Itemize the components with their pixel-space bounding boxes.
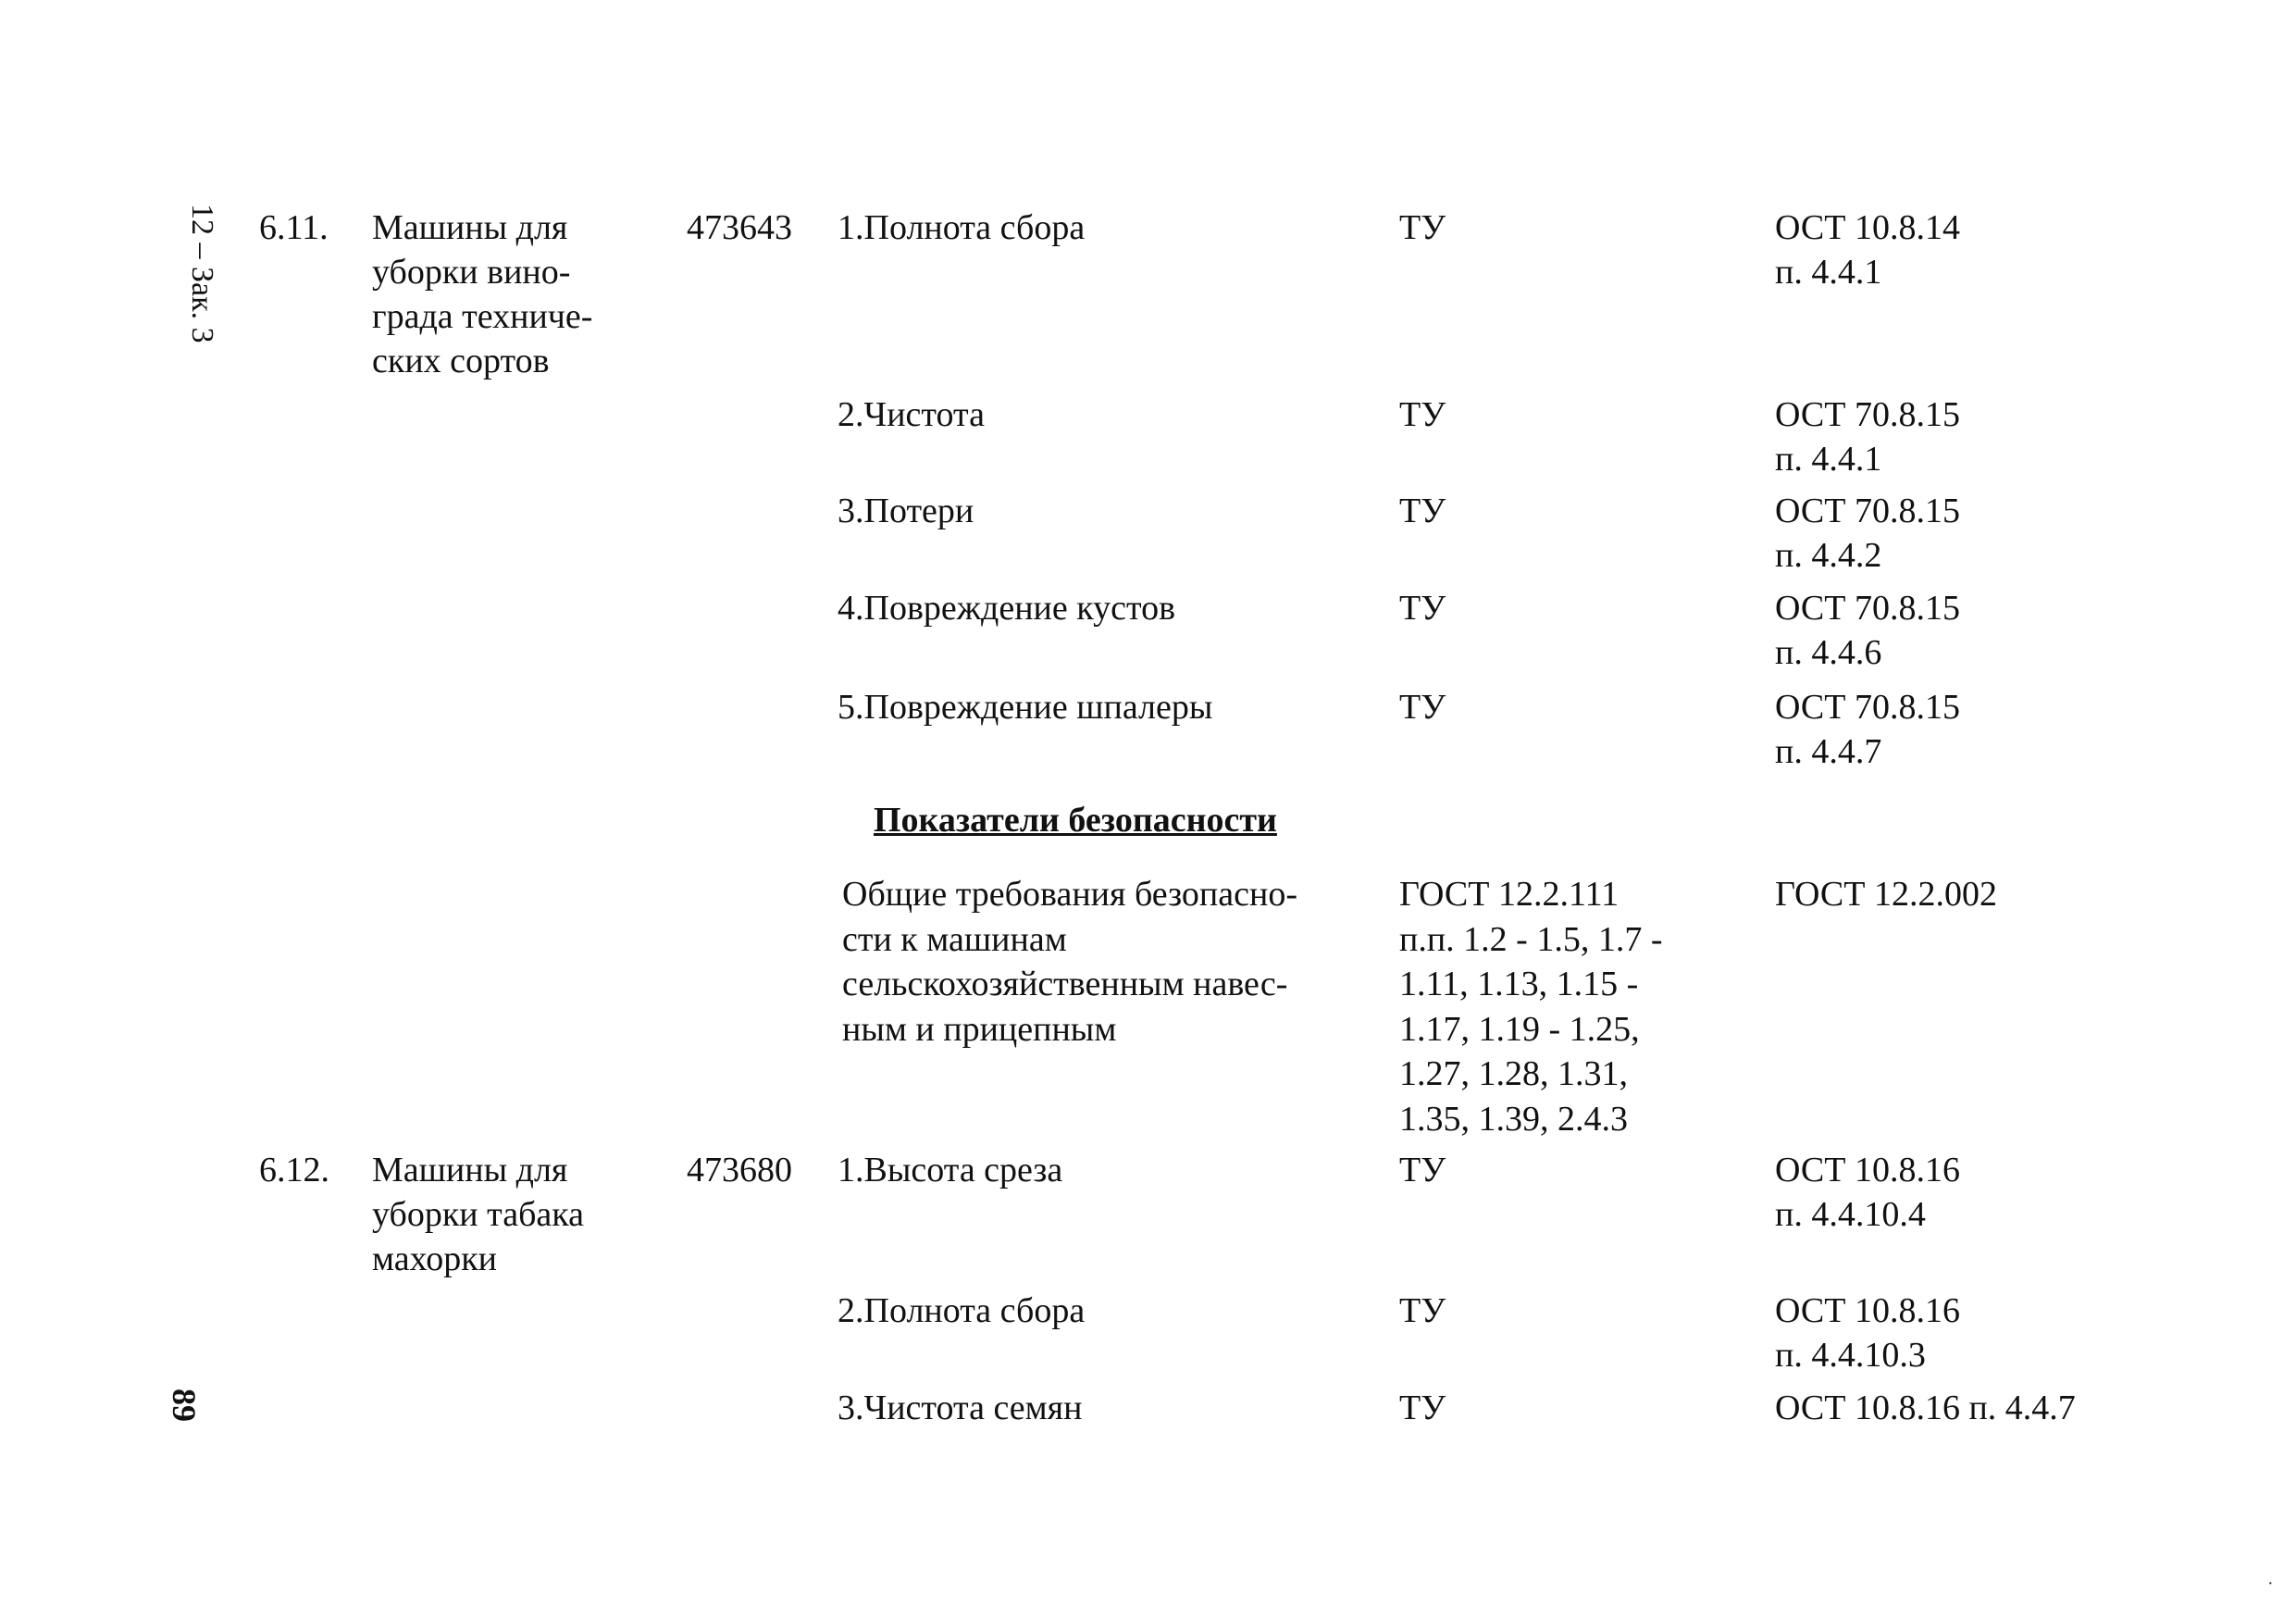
test-method: ОСТ 10.8.14 п. 4.4.1 <box>1775 208 1960 292</box>
norm: ТУ <box>1399 208 1446 247</box>
indicator: 2.Чистота <box>838 395 985 434</box>
indicator: 1.Полнота сбора <box>838 208 1086 247</box>
norm: ТУ <box>1399 1291 1446 1330</box>
safety-method: ГОСТ 12.2.002 <box>1775 875 1997 914</box>
norm: ТУ <box>1399 589 1446 628</box>
machine-name: Машины для уборки табака махорки <box>372 1151 585 1278</box>
test-method: ОСТ 10.8.16 п. 4.4.10.4 <box>1775 1151 1960 1234</box>
indicator: 1.Высота среза <box>838 1151 1063 1189</box>
section-heading: Показатели безопасности <box>874 801 1277 840</box>
test-method: ОСТ 70.8.15 п. 4.4.2 <box>1775 492 1960 575</box>
test-method: ОСТ 70.8.15 п. 4.4.1 <box>1775 395 1960 479</box>
machine-name: Машины для уборки вино- града техниче- ских сортов <box>372 208 593 380</box>
safety-indicator: Общие требования безопасно- сти к машинам сельскохозяйственным навес- ным и прицепным <box>842 875 1297 1049</box>
norm: ТУ <box>1399 395 1446 434</box>
test-method: ОСТ 10.8.16 п. 4.4.10.3 <box>1775 1291 1960 1375</box>
item-number: 6.11. <box>259 208 329 247</box>
indicator: 3.Потери <box>838 492 974 530</box>
norm: ТУ <box>1399 1151 1446 1189</box>
machine-code: 473680 <box>687 1151 792 1189</box>
indicator: 2.Полнота сбора <box>838 1291 1086 1330</box>
indicator: 5.Повреждение шпалеры <box>838 688 1213 727</box>
test-method: ОСТ 10.8.16 п. 4.4.7 <box>1775 1389 2076 1427</box>
norm: ТУ <box>1399 688 1446 727</box>
indicator: 3.Чистота семян <box>838 1389 1083 1427</box>
test-method: ОСТ 70.8.15 п. 4.4.6 <box>1775 589 1960 672</box>
page-number: 89 <box>166 1389 203 1422</box>
order-reference: 12 – Зак. 3 <box>185 204 219 343</box>
machine-code: 473643 <box>687 208 792 247</box>
test-method: ОСТ 70.8.15 п. 4.4.7 <box>1775 688 1960 771</box>
norm: ТУ <box>1399 1389 1446 1427</box>
indicator: 4.Повреждение кустов <box>838 589 1176 628</box>
norm: ТУ <box>1399 492 1446 530</box>
item-number: 6.12. <box>259 1151 329 1189</box>
scan-mark: · <box>2267 1574 2274 1594</box>
safety-norm: ГОСТ 12.2.111 п.п. 1.2 - 1.5, 1.7 - 1.11, 1.13, 1.15 - 1.17, 1.19 - 1.25, 1.27, 1.28, 1.31, 1.35, 1.39, 2.4.3 <box>1399 875 1663 1139</box>
